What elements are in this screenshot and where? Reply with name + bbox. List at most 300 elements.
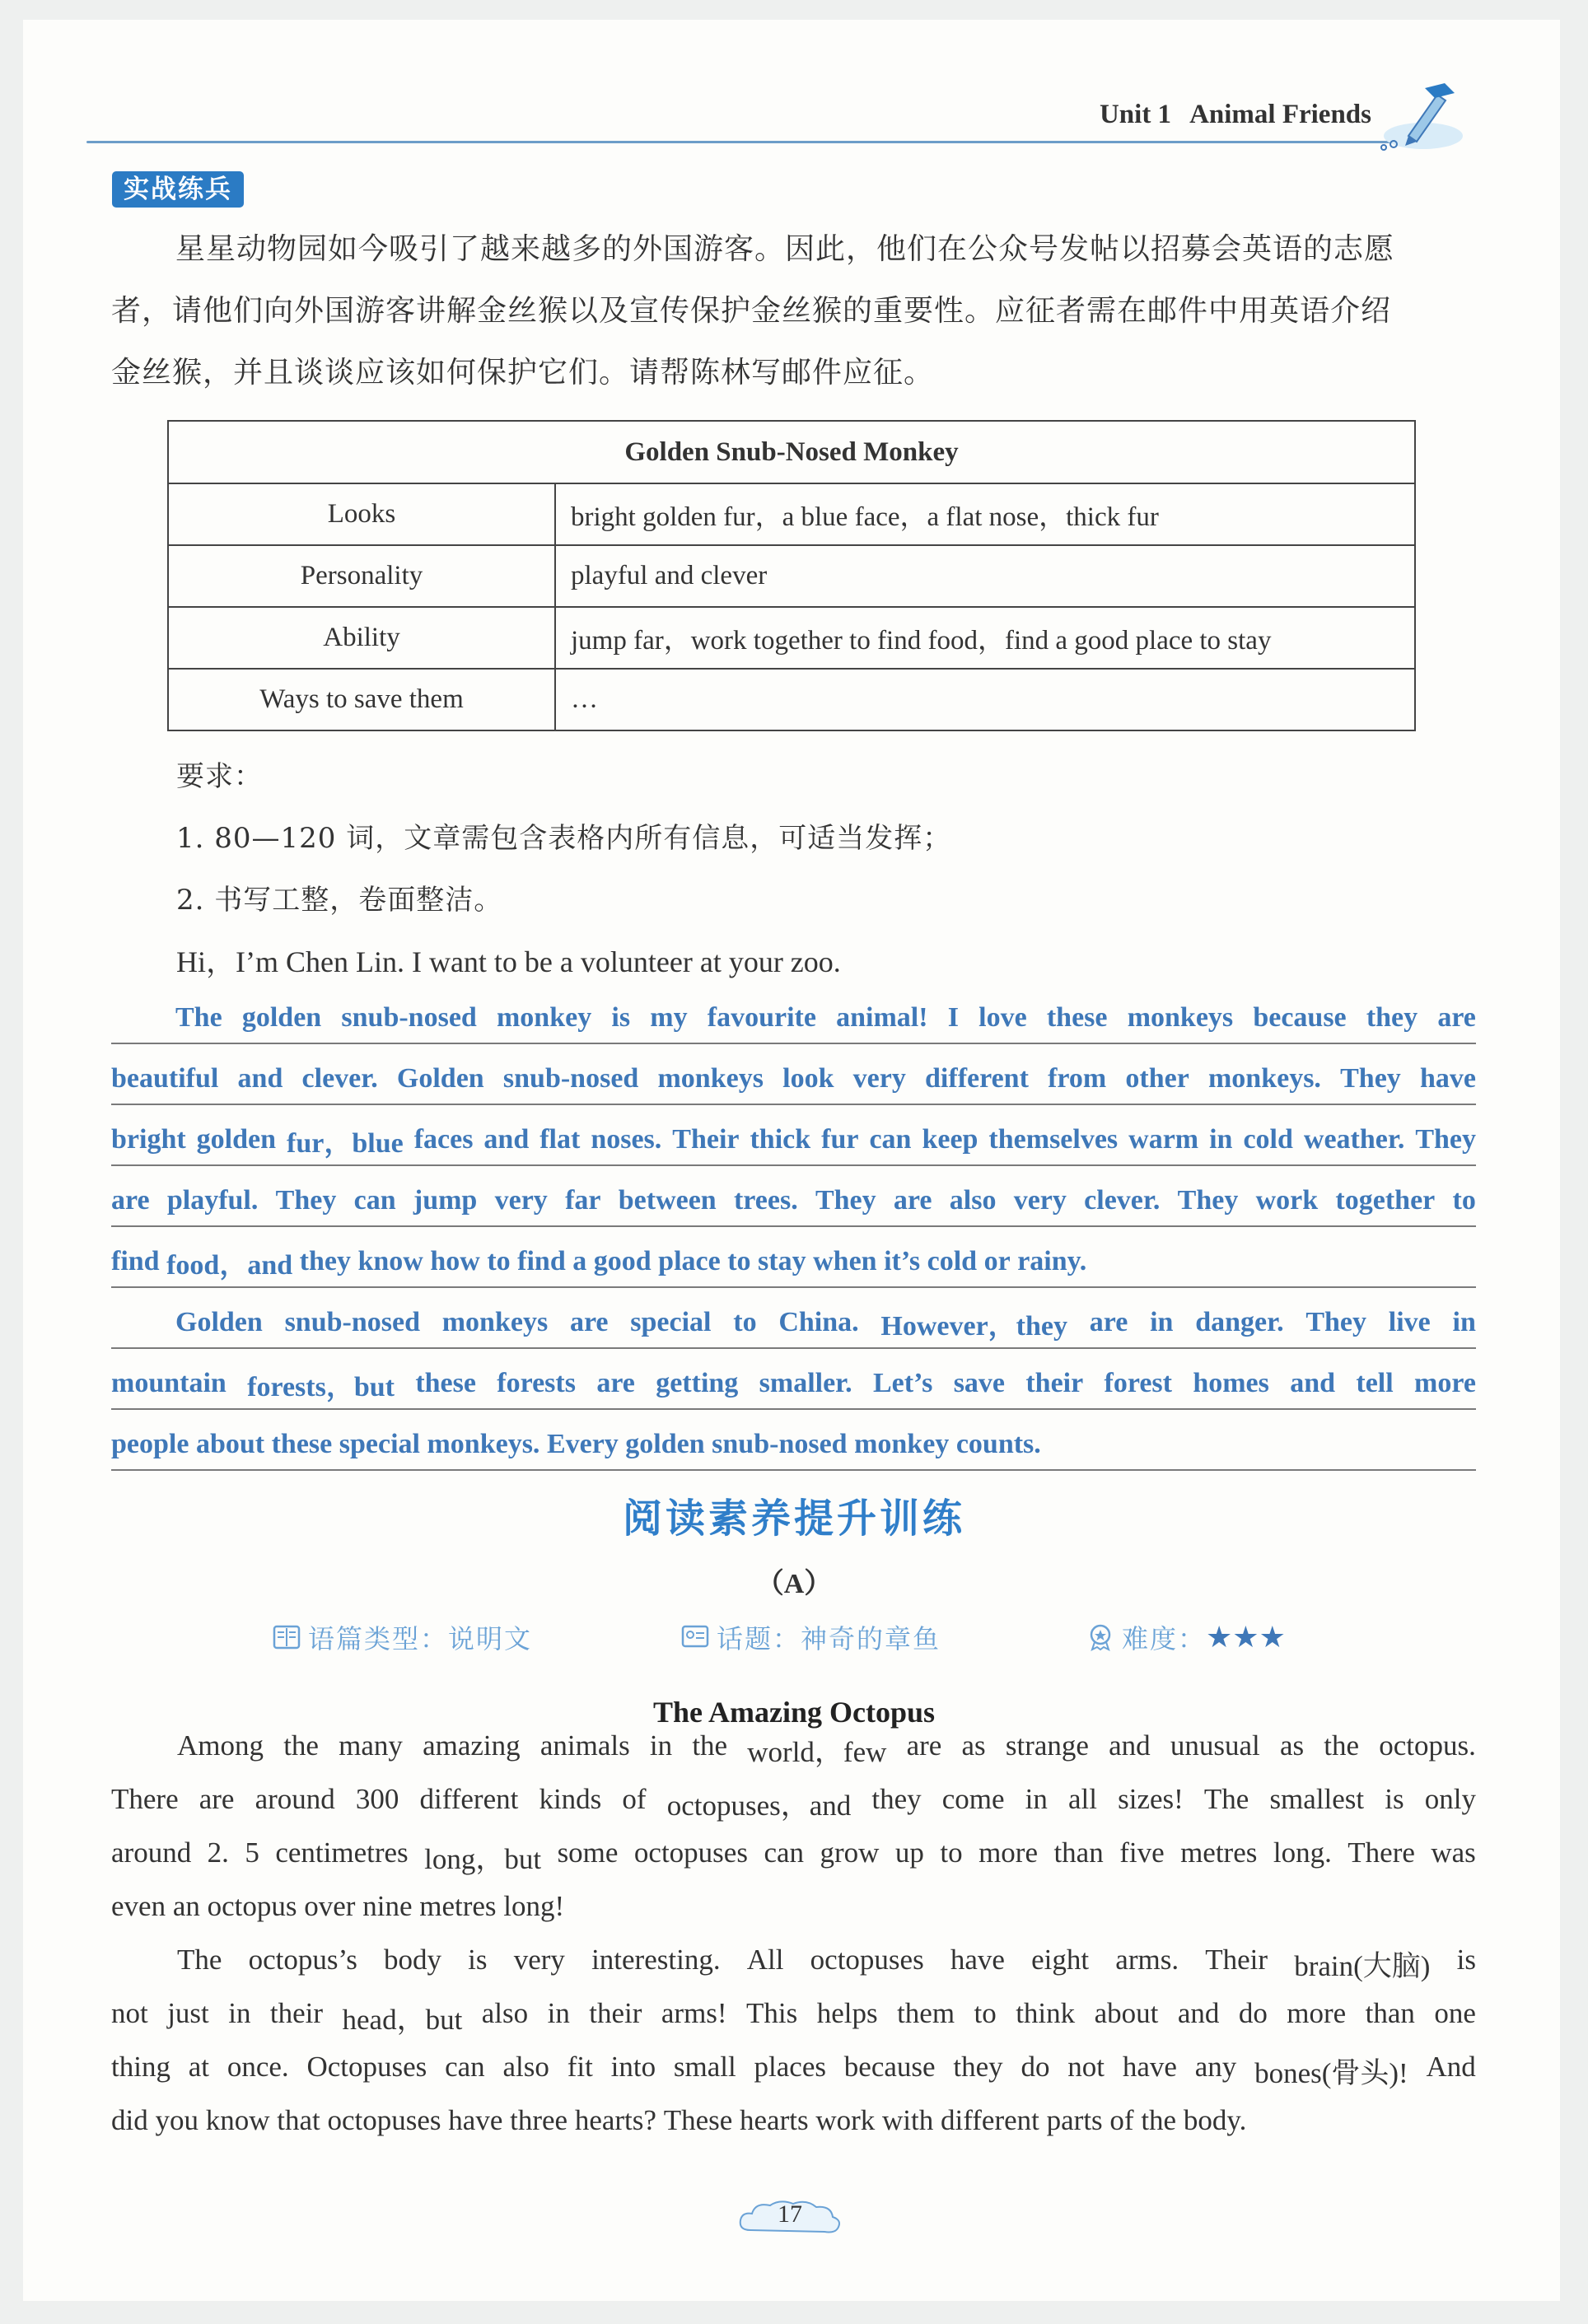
word: together — [1335, 1185, 1436, 1216]
word: different — [419, 1783, 519, 1815]
word: do — [1021, 2051, 1050, 2083]
word: to — [974, 1997, 997, 2029]
word: China. — [778, 1307, 859, 1337]
word: just — [167, 1997, 209, 2029]
word: three — [510, 2104, 575, 2136]
word: fur，blue — [287, 1127, 404, 1159]
word: find — [111, 1246, 167, 1276]
word: find — [517, 1246, 573, 1276]
text-type-meta — [272, 1618, 532, 1656]
word: stay — [758, 1246, 814, 1276]
word: five — [1119, 1836, 1165, 1869]
word: one — [1434, 1997, 1476, 2029]
word: can — [445, 2051, 485, 2083]
word: beautiful — [111, 1063, 219, 1094]
word: are — [893, 1185, 932, 1216]
part-label: （A） — [755, 1569, 833, 1599]
table-key: Personality — [168, 545, 555, 607]
word: Among — [177, 1729, 264, 1762]
word: are — [1437, 1002, 1476, 1033]
word: work — [1255, 1185, 1319, 1216]
word: All — [746, 1944, 784, 1976]
word: hearts? — [574, 2104, 664, 2136]
word: around — [255, 1783, 335, 1815]
word: nine — [362, 1890, 420, 1922]
word: playful. — [166, 1185, 259, 1216]
chat-icon — [680, 1623, 710, 1651]
word: into — [610, 2051, 656, 2083]
word: world，few — [747, 1736, 887, 1768]
word: Their — [672, 1124, 740, 1155]
story-line — [111, 1944, 1476, 1985]
word: cold — [1243, 1124, 1293, 1155]
word: these — [1046, 1002, 1108, 1033]
word: This — [746, 1997, 798, 2029]
word: eight — [1031, 1944, 1090, 1976]
word: have — [1122, 2051, 1177, 2083]
word: and — [237, 1063, 283, 1094]
word: Golden — [175, 1307, 263, 1337]
word: golden — [196, 1124, 277, 1155]
word: keep — [922, 1124, 978, 1155]
word: very — [1013, 1185, 1067, 1216]
word: monkeys — [441, 1307, 549, 1337]
topic: 话题：神奇的章鱼 — [717, 1623, 941, 1654]
word: animal! — [836, 1002, 928, 1033]
word: also — [949, 1185, 997, 1216]
prompt-line: 星星动物园如今吸引了越来越多的外国游客。因此，他们在公众号发帖以招募会英语的志愿 — [175, 232, 1395, 266]
word: more — [978, 1836, 1038, 1869]
word: around — [111, 1836, 192, 1869]
word: do — [1238, 1997, 1268, 2029]
practice-badge: 实战练兵 — [112, 171, 244, 208]
word: any — [1194, 2051, 1237, 2083]
table-row — [168, 607, 1415, 669]
word: Octopuses — [306, 2051, 427, 2083]
word: Their — [1205, 1944, 1268, 1976]
word: monkeys — [657, 1063, 764, 1094]
word: golden — [241, 1002, 322, 1033]
word: octopuses — [810, 1944, 924, 1976]
greeting-line: Hi，I’m Chen Lin. I want to be a volunteer at your zoo. — [176, 945, 841, 978]
unit-title: Animal Friends — [1189, 100, 1371, 129]
word: their — [1025, 1368, 1084, 1398]
word: of — [622, 1783, 647, 1815]
word: these — [271, 1429, 339, 1459]
word: love — [978, 1002, 1027, 1033]
story-line — [111, 1729, 1476, 1771]
word: their — [589, 1997, 642, 2029]
word: favourite — [707, 1002, 816, 1033]
word: not — [1067, 2051, 1105, 2083]
word: However，they — [880, 1310, 1068, 1342]
word: did — [111, 2104, 156, 2136]
word: how — [430, 1246, 488, 1276]
word: clever. — [301, 1063, 378, 1094]
word: up — [894, 1836, 924, 1869]
word: they — [871, 1783, 922, 1815]
table-key: Ways to save them — [168, 669, 555, 730]
table-value: jump far，work together to find food，find a good place to stay — [555, 607, 1415, 669]
word: can — [764, 1836, 805, 1869]
word: are — [569, 1307, 609, 1337]
word: forests，but — [247, 1371, 395, 1402]
word: counts. — [955, 1429, 1041, 1459]
word: mountain — [111, 1368, 227, 1398]
word: food，and — [166, 1249, 300, 1281]
word: 5 — [245, 1836, 259, 1869]
word: have — [1419, 1063, 1476, 1094]
answer-line — [111, 1349, 1476, 1410]
word: and — [1177, 1997, 1220, 2029]
word: them — [897, 1997, 955, 2029]
word: save — [953, 1368, 1006, 1398]
word: the — [692, 1729, 728, 1762]
story-line — [111, 2051, 1476, 2092]
word: or — [983, 1246, 1018, 1276]
word: fit — [567, 2051, 593, 2083]
page-number: 17 — [736, 2197, 844, 2238]
word: many — [339, 1729, 403, 1762]
word: golden — [625, 1429, 712, 1459]
word: with — [882, 2104, 941, 2136]
word: only — [1424, 1783, 1476, 1815]
word: brain(大脑) — [1294, 1950, 1431, 1982]
word: jump — [413, 1185, 478, 1216]
difficulty-label: 难度： — [1122, 1623, 1207, 1654]
table-row — [168, 669, 1415, 730]
word: Golden — [396, 1063, 484, 1094]
word: as — [961, 1729, 986, 1762]
word: live — [1388, 1307, 1431, 1337]
word: long. — [1273, 1836, 1332, 1869]
word: all — [1068, 1783, 1097, 1815]
word: trees. — [733, 1185, 798, 1216]
answer-line — [111, 1044, 1476, 1105]
word: head，but — [342, 2004, 463, 2036]
word: about — [195, 1429, 272, 1459]
word: There — [111, 1783, 179, 1815]
word: know — [357, 1246, 431, 1276]
word: they — [1366, 1002, 1418, 1033]
difficulty-stars: ★★★ — [1206, 1620, 1286, 1654]
word: they — [953, 2051, 1003, 2083]
word: and — [1109, 1729, 1151, 1762]
word: snub-nosed — [284, 1307, 420, 1337]
word: in — [649, 1729, 673, 1762]
word: different — [925, 1063, 1029, 1094]
word: even — [111, 1890, 173, 1922]
word: in — [1025, 1783, 1048, 1815]
word: know — [205, 2104, 278, 2136]
word: other — [1125, 1063, 1189, 1094]
word: interesting. — [591, 1944, 721, 1976]
word: octopuses — [327, 2104, 449, 2136]
word: the — [1141, 2104, 1184, 2136]
word: good — [593, 1246, 659, 1276]
word: to — [727, 1246, 759, 1276]
word: metres — [1180, 1836, 1258, 1869]
word: animals — [539, 1729, 630, 1762]
answer-line — [111, 1227, 1476, 1288]
word: place — [658, 1246, 728, 1276]
word: cold — [927, 1246, 984, 1276]
table-value: … — [555, 669, 1415, 730]
word: They — [1305, 1307, 1367, 1337]
word: these — [415, 1368, 476, 1398]
word: They — [275, 1185, 337, 1216]
word: small — [673, 2051, 736, 2083]
word: amazing — [423, 1729, 521, 1762]
word: special — [630, 1307, 712, 1337]
word: are — [1089, 1307, 1128, 1337]
word: warm — [1128, 1124, 1199, 1155]
table-row — [168, 545, 1415, 607]
word: parts — [1046, 2104, 1110, 2136]
word: to — [1452, 1185, 1476, 1216]
table-row — [168, 483, 1415, 545]
word: more — [1287, 1997, 1347, 2029]
answer-line — [111, 1105, 1476, 1166]
story-title: The Amazing Octopus — [652, 1696, 936, 1729]
word: monkeys. — [1207, 1063, 1321, 1094]
word: it’s — [884, 1246, 927, 1276]
answer-line — [111, 1410, 1476, 1471]
word: monkeys. — [427, 1429, 547, 1459]
word: long! — [503, 1890, 565, 1922]
word: more — [1414, 1368, 1476, 1398]
word: And — [1426, 2051, 1476, 2083]
word: as — [1279, 1729, 1305, 1762]
word: octopuses，and — [666, 1790, 852, 1822]
table-value: bright golden fur，a blue face，a flat nose，thick fur — [555, 483, 1415, 545]
word: faces — [413, 1124, 474, 1155]
word: snub-nosed — [712, 1429, 855, 1459]
table-key: Ability — [168, 607, 555, 669]
word: when — [813, 1246, 885, 1276]
word: homes — [1193, 1368, 1269, 1398]
word: have — [950, 1944, 1005, 1976]
word: body. — [1183, 2104, 1247, 2136]
story-line — [111, 1783, 1476, 1824]
word: grow — [820, 1836, 880, 1869]
word: also — [502, 2051, 549, 2083]
word: very — [494, 1185, 548, 1216]
word: They — [1340, 1063, 1401, 1094]
word: centimetres — [275, 1836, 409, 1869]
word: fur — [821, 1124, 859, 1155]
word: about — [1094, 1997, 1159, 2029]
word: They — [1177, 1185, 1239, 1216]
word: than — [1053, 1836, 1104, 1869]
word: can — [353, 1185, 396, 1216]
word: noses. — [591, 1124, 662, 1155]
word: their — [269, 1997, 324, 2029]
word: look — [782, 1063, 834, 1094]
requirement-item: 1. 80—120 词，文章需包含表格内所有信息，可适当发挥； — [176, 822, 952, 855]
answer-line — [111, 983, 1476, 1044]
word: octopus’s — [248, 1944, 357, 1976]
word: have — [448, 2104, 511, 2136]
word: are — [111, 1185, 150, 1216]
word: and — [483, 1124, 530, 1155]
story-line — [111, 1836, 1476, 1878]
word: monkey — [854, 1429, 956, 1459]
text-type: 语篇类型：说明文 — [308, 1623, 533, 1654]
word: sizes! — [1118, 1783, 1184, 1815]
word: unusual — [1170, 1729, 1260, 1762]
header-rule — [86, 141, 1408, 143]
story-line — [111, 1997, 1476, 2038]
word: in — [547, 1997, 570, 2029]
word: than — [1365, 1997, 1415, 2029]
word: in — [1209, 1124, 1233, 1155]
word: my — [650, 1002, 688, 1033]
story-line — [111, 1890, 1476, 1931]
word: far — [565, 1185, 601, 1216]
word: the — [283, 1729, 319, 1762]
word: bright — [111, 1124, 186, 1155]
word: hearts — [740, 2104, 816, 2136]
word: are — [198, 1783, 235, 1815]
word: getting — [656, 1368, 739, 1398]
word: metres — [419, 1890, 504, 1922]
difficulty-meta — [1086, 1618, 1286, 1656]
word: special — [339, 1429, 427, 1459]
word: once. — [227, 2051, 289, 2083]
word: between — [618, 1185, 717, 1216]
word: and — [1290, 1368, 1336, 1398]
prompt-line: 者，请他们向外国游客讲解金丝猴以及宣传保护金丝猴的重要性。应征者需在邮件中用英语介绍 — [111, 294, 1392, 328]
word: bones(骨头)! — [1254, 2057, 1408, 2089]
answer-line — [111, 1288, 1476, 1349]
word: monkeys — [1127, 1002, 1234, 1033]
topic-meta — [680, 1618, 941, 1656]
table-title: Golden Snub-Nosed Monkey — [168, 421, 1415, 483]
word: the — [1324, 1729, 1360, 1762]
word: snub-nosed — [341, 1002, 477, 1033]
word: places — [754, 2051, 826, 2083]
word: long，but — [424, 1843, 542, 1875]
word: very — [852, 1063, 906, 1094]
word: smaller. — [759, 1368, 852, 1398]
word: is — [1385, 1783, 1404, 1815]
word: an — [172, 1890, 208, 1922]
word: arms! — [661, 1997, 727, 2029]
word: in — [1452, 1307, 1476, 1337]
word: The — [177, 1944, 222, 1976]
word: kinds — [539, 1783, 602, 1815]
word: is — [468, 1944, 488, 1976]
word: Every — [546, 1429, 626, 1459]
word: in — [228, 1997, 251, 2029]
word: helps — [816, 1997, 878, 2029]
word: to — [487, 1246, 518, 1276]
word: people — [111, 1429, 196, 1459]
badge-star-icon — [1086, 1623, 1115, 1651]
word: thick — [750, 1124, 811, 1155]
requirement-item: 2. 书写工整，卷面整洁。 — [176, 884, 503, 917]
word: also — [481, 1997, 529, 2029]
word: thing — [111, 2051, 170, 2083]
word: can — [869, 1124, 912, 1155]
word: flat — [539, 1124, 581, 1155]
requirements-label: 要求： — [176, 760, 263, 793]
sample-answer — [111, 983, 1476, 1471]
word: They — [815, 1185, 876, 1216]
word: rainy. — [1017, 1246, 1087, 1276]
word: forests — [497, 1368, 576, 1398]
story-line — [111, 2104, 1476, 2145]
word: octopus. — [1379, 1729, 1476, 1762]
word: work — [815, 2104, 883, 2136]
word: The — [175, 1002, 222, 1033]
word: danger. — [1195, 1307, 1284, 1337]
word: some — [557, 1836, 619, 1869]
word: These — [663, 2104, 740, 2136]
word: very — [513, 1944, 565, 1976]
word: Let’s — [872, 1368, 933, 1398]
word: I — [947, 1002, 959, 1033]
pencil-cloud-icon — [1375, 78, 1466, 156]
word: body — [384, 1944, 441, 1976]
word: forest — [1104, 1368, 1172, 1398]
word: they — [299, 1246, 358, 1276]
word: because — [843, 2051, 936, 2083]
word: The — [1203, 1783, 1249, 1815]
page-header — [86, 78, 1466, 144]
word: over — [304, 1890, 363, 1922]
word: a — [572, 1246, 594, 1276]
word: at — [188, 2051, 210, 2083]
info-table — [167, 420, 1416, 731]
word: to — [733, 1307, 757, 1337]
word: is — [1456, 1944, 1476, 1976]
answer-line — [111, 1166, 1476, 1227]
word: that — [277, 2104, 328, 2136]
word: snub-nosed — [502, 1063, 639, 1094]
word: They — [1415, 1124, 1476, 1155]
header-title — [1100, 100, 1371, 130]
table-value: playful and clever — [555, 545, 1415, 607]
word: think — [1016, 1997, 1076, 2029]
word: was — [1431, 1836, 1476, 1869]
word: weather. — [1303, 1124, 1405, 1155]
word: 2. — [207, 1836, 229, 1869]
word: 300 — [355, 1783, 399, 1815]
unit-label: Unit 1 — [1099, 100, 1172, 129]
word: not — [111, 1997, 148, 2029]
word: is — [611, 1002, 631, 1033]
table-key: Looks — [168, 483, 555, 545]
section-title: 阅读素养提升训练 — [622, 1496, 965, 1542]
word: of — [1109, 2104, 1142, 2136]
word: are — [596, 1368, 635, 1398]
word: arms. — [1115, 1944, 1179, 1976]
word: strange — [1005, 1729, 1089, 1762]
book-icon — [272, 1623, 301, 1651]
word: from — [1048, 1063, 1107, 1094]
word: smallest — [1269, 1783, 1365, 1815]
word: to — [940, 1836, 963, 1869]
word: are — [906, 1729, 942, 1762]
word: octopuses — [633, 1836, 748, 1869]
prompt-line: 金丝猴，并且谈谈应该如何保护它们。请帮陈林写邮件应征。 — [111, 356, 935, 390]
word: clever. — [1084, 1185, 1161, 1216]
word: There — [1347, 1836, 1415, 1869]
word: themselves — [988, 1124, 1119, 1155]
word: come — [941, 1783, 1005, 1815]
